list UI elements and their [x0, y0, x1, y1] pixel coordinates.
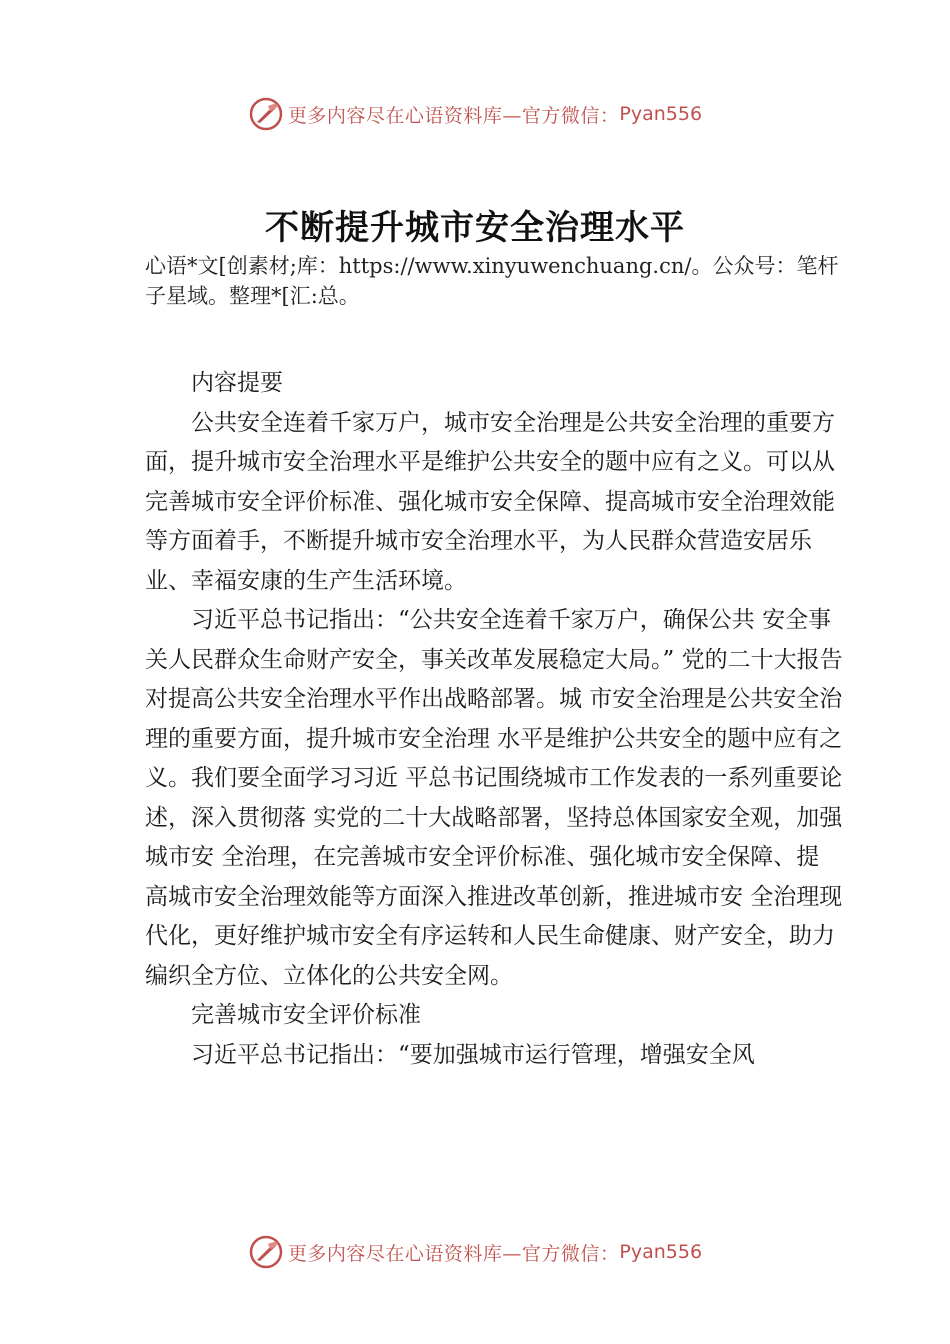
quill-pen-icon [248, 96, 284, 132]
document-body [145, 364, 845, 1075]
document-title: 不断提升城市安全治理水平 [265, 208, 685, 248]
header-banner [0, 94, 950, 134]
footer-banner [0, 1232, 950, 1272]
source-line: 心语*文[创素材;库：https://www.xinyuwenchuang.cn/。公众号：笔杆子星域。整理*[汇:总。 [145, 254, 839, 308]
section-heading-summary: 内容提要 [191, 370, 283, 396]
paragraph: 公共安全连着千家万户，城市安全治理是公共安全治理的重要方面，提升城市安全治理水平是维护公共安全的题中应有之义。可以从完善城市安全评价标准、强化城市安全保障、提高城市安全治理效能等方面着手，不断提升城市安全治理水平，为人民群众营造安居乐业、幸福安康的生产生活环境。 [145, 409, 835, 594]
wechat-id: Pyan556 [619, 103, 703, 125]
banner-text: 更多内容尽在心语资料库—官方微信： [287, 104, 620, 127]
banner-text: 更多内容尽在心语资料库—官方微信： [287, 1242, 620, 1265]
section-heading: 完善城市安全评价标准 [191, 1002, 421, 1028]
paragraph: 习近平总书记指出：“要加强城市运行管理，增强安全风 [191, 1041, 755, 1068]
paragraph: 习近平总书记指出：“公共安全连着千家万户，确保公共 安全事关人民群众生命财产安全，事关改革发展稳定大局。” 党的二十大报告对提高公共安全治理水平作出战略部署。城 市安全治理是公共安全治理的重要方面，提升城市安全治理 水平是维护公共安全的题中应有之义。我们要全面学习习近 平总书记围绕城市工作发表的一系列重要论述，深入贯彻落 实党的二十大战略部署，坚持总体国家安全观，加强城市安 全治理，在完善城市安全评价标准、强化城市安全保障、提 高城市安全治理效能等方面深入推进改革创新，推进城市安 全治理现代化，更好维护城市安全有序运转和人民生命健康、财产安全，助力编织全方位、立体化的公共安全网。 [145, 607, 843, 989]
quill-pen-icon [248, 1234, 284, 1270]
wechat-id: Pyan556 [619, 1241, 703, 1263]
